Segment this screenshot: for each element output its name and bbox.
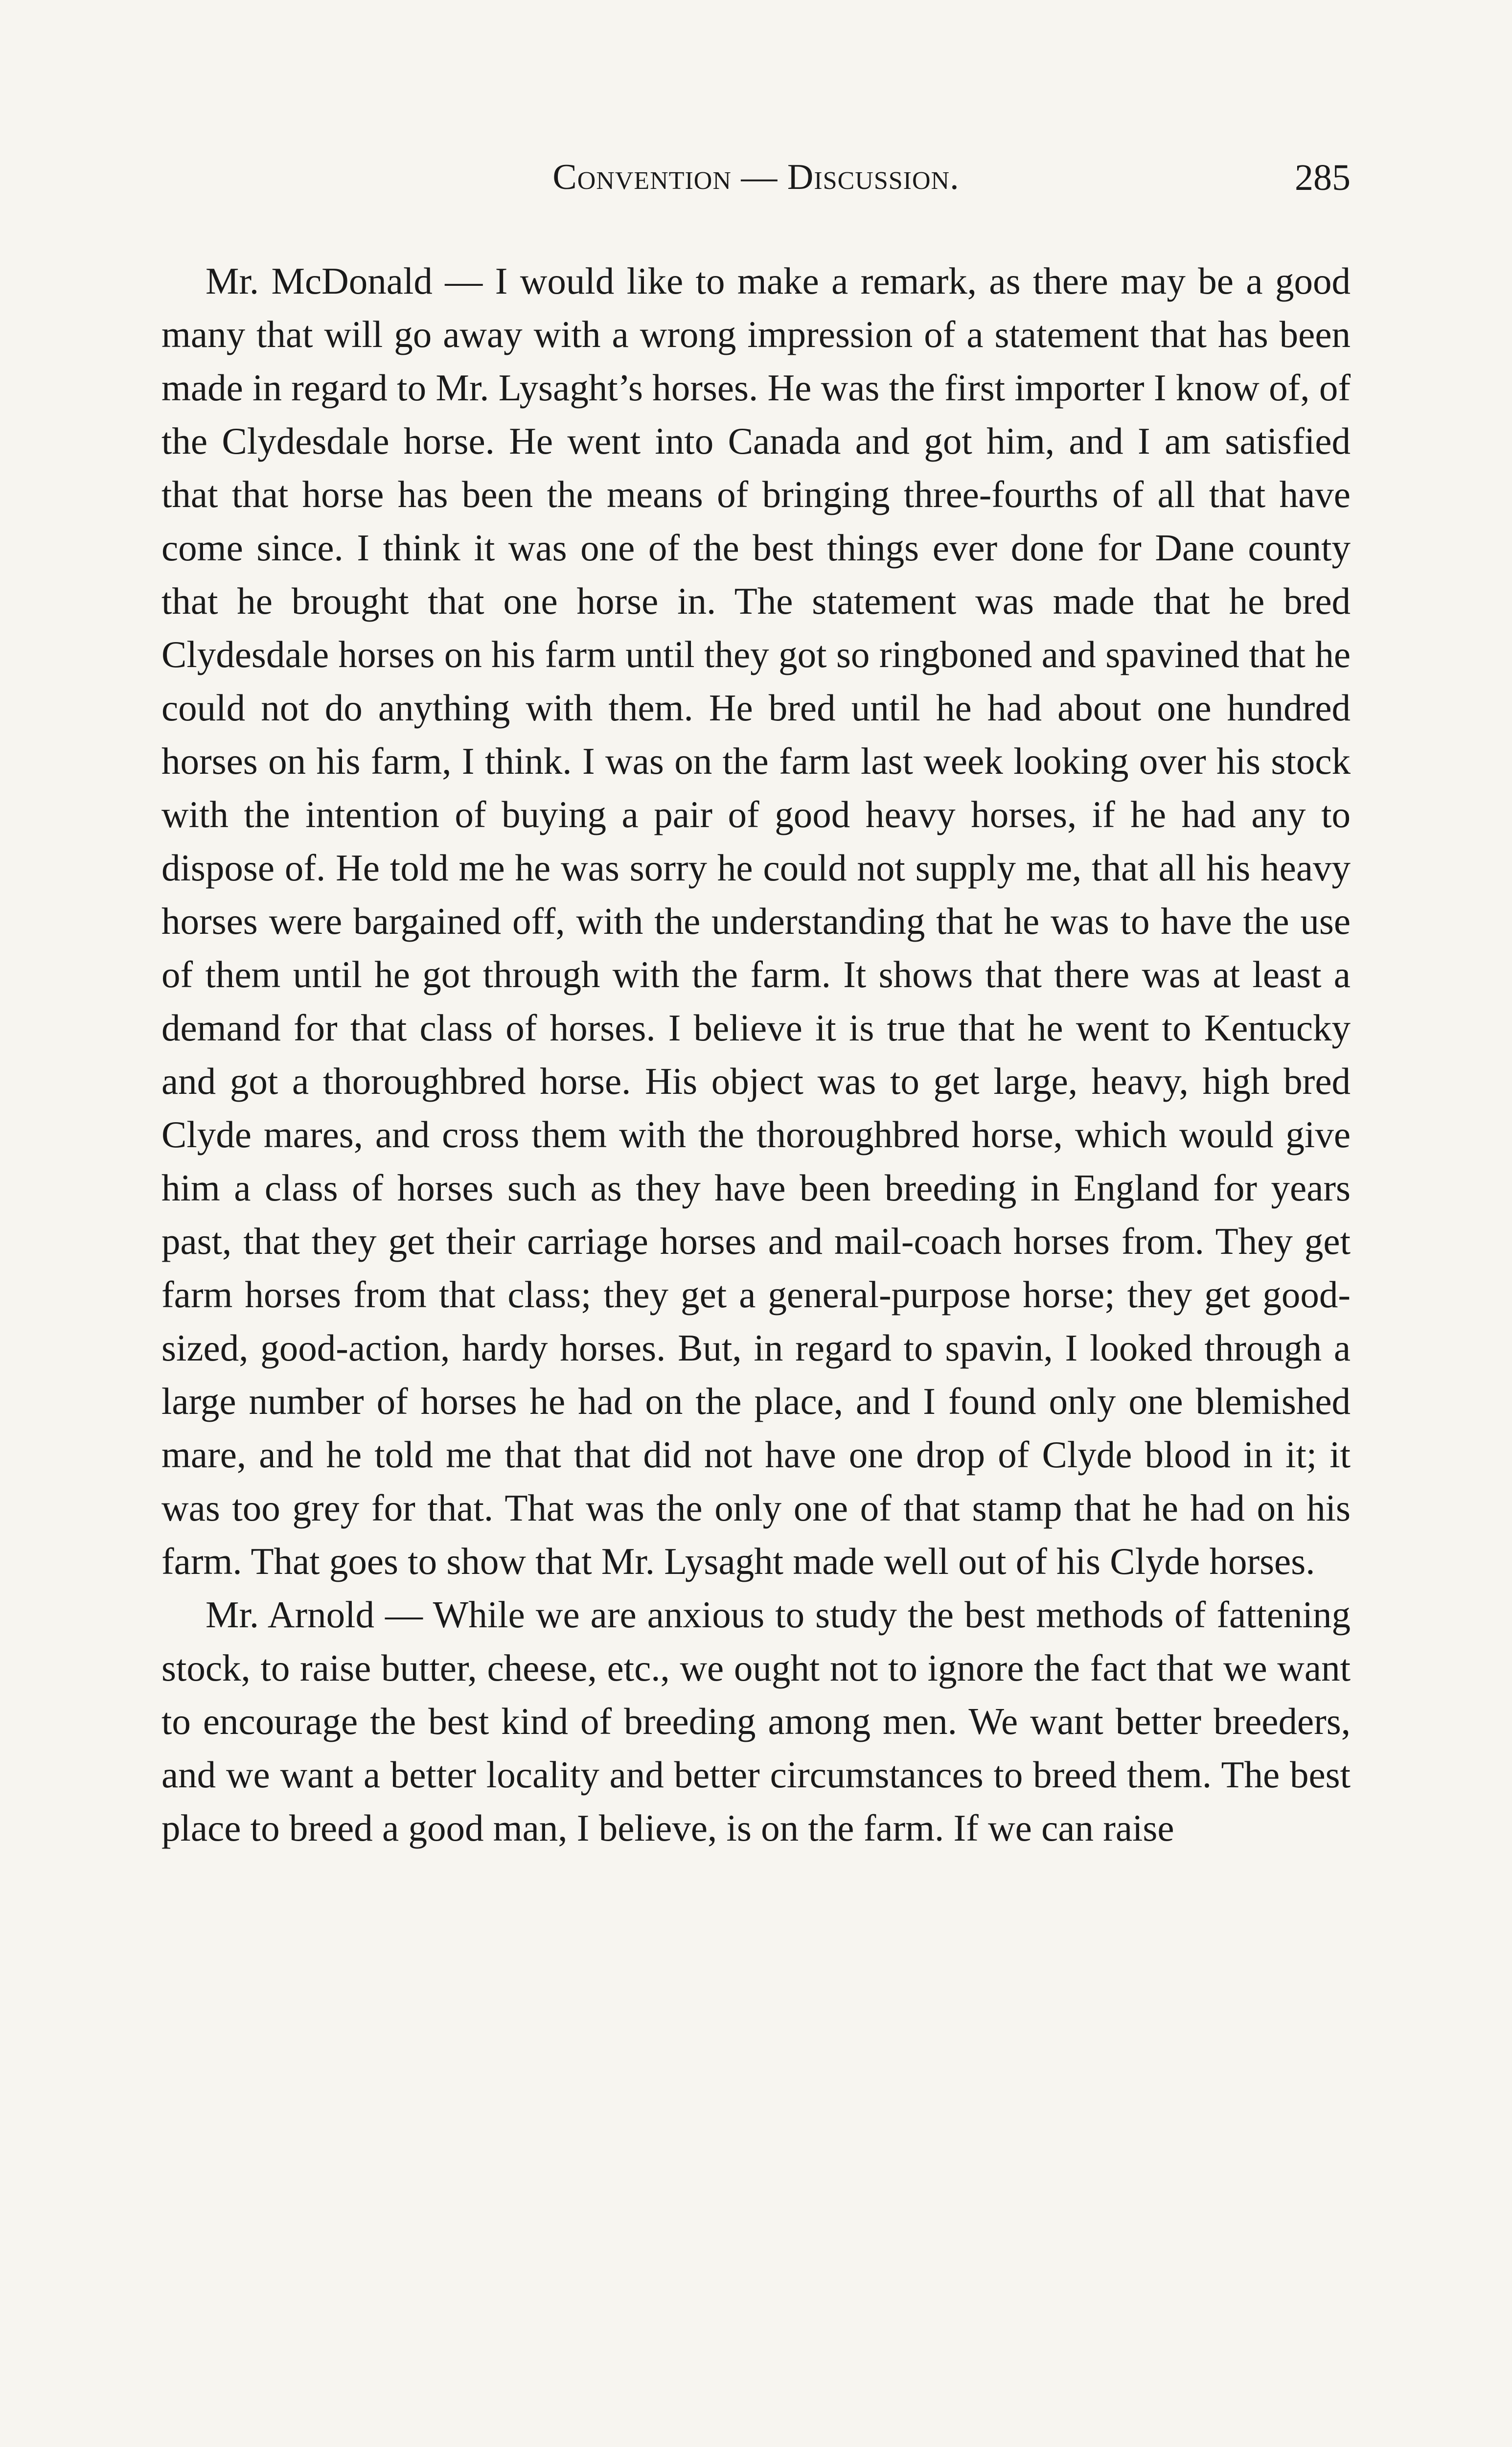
page-number: 285 [1295, 157, 1351, 198]
body-text [161, 254, 1351, 1855]
paragraph-arnold: Mr. Arnold — While we are anxious to study the best methods of fattening stock, to raise butter, cheese, etc., we ought not to ignore the fact that we want to encourage the best kind of breeding among men. We want better breeders, and we want a better locality and better circumstances to breed them. The best place to breed a good man, I believe, is on the farm. If we can raise [161, 1593, 1351, 1849]
paragraph-mcdonald: Mr. McDonald — I would like to make a remark, as there may be a good many that will go away with a wrong impression of a statement that has been made in regard to Mr. Lysaght’s horses. He was the first importer I know of, of the Clydesdale horse. He went into Canada and got him, and I am satisfied that that horse has been the means of bringing three-fourths of all that have come since. I think it was one of the best things ever done for Dane county that he brought that one horse in. The statement was made that he bred Clydesdale horses on his farm until they got so ringboned and spavined that he could not do anything with them. He bred until he had about one hundred horses on his farm, I think. I was on the farm last week looking over his stock with the intention of buying a pair of good heavy horses, if he had any to dispose of. He told me he was sorry he could not supply me, that all his heavy horses were bargained off, with the understanding that he was to have the use of them until he got through with the farm. It shows that there was at least a demand for that class of horses. I believe it is true that he went to Kentucky and got a thoroughbred horse. His object was to get large, heavy, high bred Clyde mares, and cross them with the thoroughbred horse, which would give him a class of horses such as they have been breeding in England for years past, that they get their carriage horses and mail-coach horses from. They get farm horses from that class; they get a general-purpose horse; they get good-sized, good-action, hardy horses. But, in regard to spavin, I looked through a large number of horses he had on the place, and I found only one blemished mare, and he told me that that did not have one drop of Clyde blood in it; it was too grey for that. That was the only one of that stamp that he had on his farm. That goes to show that Mr. Lysaght made well out of his Clyde horses. [161, 260, 1351, 1582]
page-header [161, 147, 1351, 201]
running-head: Convention — Discussion. [552, 157, 960, 197]
